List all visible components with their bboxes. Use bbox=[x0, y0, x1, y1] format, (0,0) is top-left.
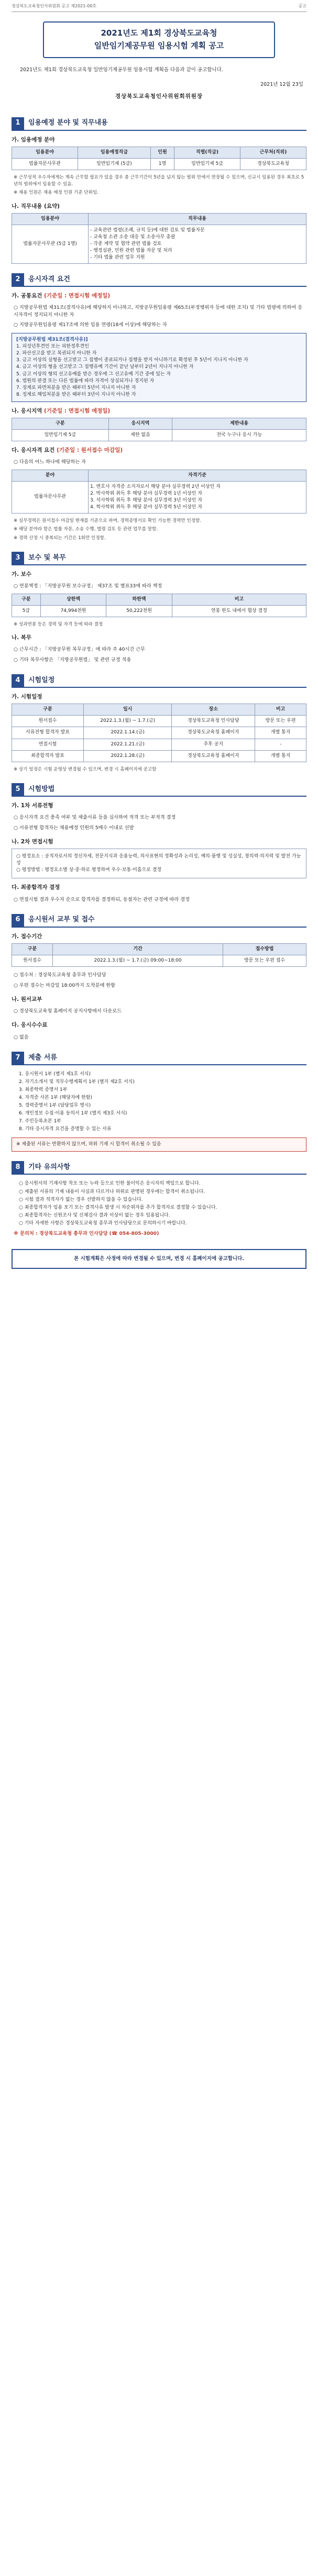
table-cell: 50,222천원 bbox=[106, 605, 172, 617]
footer-box: 본 시험계획은 사정에 따라 변경될 수 있으며, 변경 시 홈페이지에 공고합니다. bbox=[12, 1249, 306, 1269]
list-item: 5. 경력증명서 1부 (담당업무 명시) bbox=[19, 1103, 91, 1109]
table-row bbox=[12, 750, 306, 762]
box-line: 7. 징계로 파면처분을 받은 때부터 5년이 지나지 아니한 자 bbox=[16, 385, 136, 391]
s4-note: ※ 상기 일정은 시험 운영상 변경될 수 있으며, 변경 시 홈페이지에 공고함 bbox=[14, 766, 157, 772]
title-line-2: 일반임기제공무원 임용시험 계획 공고 bbox=[94, 41, 224, 51]
table-cell: 면접시험 bbox=[12, 739, 84, 750]
title-line-1: 2021년도 제1회 경상북도교육청 bbox=[101, 28, 217, 38]
table-header: 임용예정직급 bbox=[78, 147, 151, 159]
s7-warning-box: ※ 제출된 서류는 반환하지 않으며, 허위 기재 시 합격이 취소될 수 있음 bbox=[12, 1138, 306, 1152]
s3-duty-text-2: ○ 기타 복무사항은 「지방공무원법」 및 관련 규정 적용 bbox=[14, 656, 131, 663]
section-title: 임용예정 분야 및 직무내용 bbox=[28, 119, 108, 127]
table-cell bbox=[89, 481, 306, 513]
table-header: 분야 bbox=[12, 470, 89, 481]
sub-tag: (기준일 : 면접시험 예정일) bbox=[44, 293, 111, 299]
table-row bbox=[12, 159, 306, 170]
table-header: 근무처(직위) bbox=[240, 147, 306, 159]
s5-sub-c: 다. 최종합격자 결정 bbox=[12, 884, 60, 891]
table-cell: 전국 누구나 응시 가능 bbox=[172, 429, 306, 441]
s2-common-2: ○ 지방공무원임용령 제17조에 의한 임용 연령(18세 이상)에 해당하는 자 bbox=[14, 321, 167, 328]
table-cell: 법률자문사무관 bbox=[12, 159, 78, 170]
notice-date: 2021년 12월 23일 bbox=[260, 81, 303, 87]
section-title: 시험방법 bbox=[28, 785, 55, 793]
s3-sub-a: 가. 보수 bbox=[12, 571, 32, 578]
s2-req-note: ※ 해당 분야라 함은 법률 자문, 소송 수행, 법령 검토 등 관련 업무를 말함. bbox=[14, 527, 158, 532]
table-cell: 일반임기제 5급 bbox=[174, 159, 240, 170]
s3-pay-note: ※ 성과연봉 등은 경력 및 자격 등에 따라 결정 bbox=[14, 621, 103, 627]
table-header: 직렬(직급) bbox=[174, 147, 240, 159]
interview-item: ○ 평정방법 : 평정요소별 상·중·하로 평정하여 우수·보통·미흡으로 결정 bbox=[16, 867, 162, 873]
header-left: 경상북도교육청인사위원회 공고 제2021-00호 bbox=[12, 4, 97, 8]
s1-note-1: ※ 근무성적 우수자에게는 계속 근무할 필요가 있을 경우 총 근무기간이 5년을 넘지 않는 범위 안에서 연장될 수 있으며, 신규시 임용된 경우 최초로 5년의 범위에서 임용할 수 있음. bbox=[14, 175, 304, 187]
table-cell: 5급 bbox=[12, 605, 41, 617]
table-cell: 개별 통지 bbox=[255, 750, 306, 762]
table-cell: 경상북도교육청 인사담당 bbox=[172, 716, 255, 727]
section-title: 응시원서 교부 및 접수 bbox=[28, 916, 95, 924]
table-header: 장소 bbox=[172, 704, 255, 716]
section-1-header bbox=[12, 117, 306, 131]
s2-region-table bbox=[12, 418, 306, 441]
interview-item: ○ 평정요소 : 공직자로서의 정신자세, 전문지식과 응용능력, 의사표현의 정확성과 논리성, 예의·품행 및 성실성, 창의력·의지력 및 발전 가능성 bbox=[16, 854, 301, 866]
table-cell: 원서접수 bbox=[12, 955, 53, 967]
table-cell: 일반임기제 (5급) bbox=[78, 159, 151, 170]
s7-doc-list bbox=[12, 1069, 306, 1134]
table-header: 일시 bbox=[83, 704, 171, 716]
sub-tag: (기준일 : 원서접수 마감일) bbox=[56, 447, 123, 453]
disqualification-box bbox=[12, 333, 306, 402]
s2-req-table bbox=[12, 470, 306, 514]
section-number: 7 bbox=[12, 1052, 24, 1064]
duty-item: - 각종 계약 및 협약 관련 법률 검토 bbox=[90, 241, 162, 247]
table-cell: 2022.1.14.(금) bbox=[83, 727, 171, 739]
table-cell: 2022.1.28.(금) bbox=[83, 750, 171, 762]
table-cell: 방문 또는 우편 bbox=[255, 716, 306, 727]
list-item: 8. 기타 응시자격 요건을 증명할 수 있는 서류 bbox=[19, 1127, 112, 1132]
table-cell: 원서접수 bbox=[12, 716, 84, 727]
table-cell: 개별 통지 bbox=[255, 727, 306, 739]
section-6-header bbox=[12, 914, 306, 928]
req-item: 4. 학사학위 취득 후 해당 분야 실무경력 5년 이상인 자 bbox=[90, 504, 203, 510]
s2-req-note: ※ 실무경력은 원서접수 마감일 현재를 기준으로 하며, 경력증명서로 확인 가능한 경력만 인정함. bbox=[14, 518, 202, 523]
section-3-header bbox=[12, 552, 306, 565]
table-header: 상한액 bbox=[40, 594, 106, 605]
table-header: 구분 bbox=[12, 944, 53, 955]
section-number: 3 bbox=[12, 552, 24, 564]
list-item: 3. 최종학력 증명서 1부 bbox=[19, 1087, 68, 1093]
s2-req-intro: ○ 다음의 어느 하나에 해당하는 자 bbox=[14, 459, 86, 465]
table-cell: 2022.1.21.(금) bbox=[83, 739, 171, 750]
list-item: 4. 자격증 사본 1부 (해당자에 한함) bbox=[19, 1095, 92, 1101]
table-cell: 경상북도교육청 홈페이지 bbox=[172, 750, 255, 762]
duty-item: - 기타 법률 관련 업무 지원 bbox=[90, 254, 145, 260]
box-title: [지방공무원법 제31조(결격사유)] bbox=[16, 337, 88, 343]
table-cell: 법률자문사무관 (5급 1명) bbox=[12, 225, 89, 263]
list-item: ○ 시험 결과 적격자가 없는 경우 선발하지 않을 수 있습니다. bbox=[19, 1197, 143, 1202]
table-header: 구분 bbox=[12, 704, 84, 716]
section-8-header bbox=[12, 1161, 306, 1175]
section-number: 2 bbox=[12, 273, 24, 286]
box-line: 4. 금고 이상의 형을 선고받고 그 집행유예 기간이 끝난 날부터 2년이 지나지 아니한 자 bbox=[16, 364, 194, 370]
s2-req-note: ※ 경력 산정 시 중복되는 기간은 1회만 인정함. bbox=[14, 535, 106, 541]
table-row bbox=[12, 225, 306, 263]
table-cell: - bbox=[255, 739, 306, 750]
table-cell: 경상북도교육청 홈페이지 bbox=[172, 727, 255, 739]
section-7-header bbox=[12, 1052, 306, 1065]
s5-sub-b: 나. 2차 면접시험 bbox=[12, 838, 53, 845]
table-cell bbox=[89, 225, 306, 263]
table-header: 직무내용 bbox=[89, 213, 306, 225]
s5-text-2: ○ 서류전형 합격자는 채용예정 인원의 5배수 이내로 선발 bbox=[14, 824, 134, 831]
table-header: 인원 bbox=[150, 147, 174, 159]
duty-item: - 행정심판, 민원 관련 법률 자문 및 처리 bbox=[90, 248, 172, 253]
box-line: 8. 징계로 해임처분을 받은 때부터 3년이 지나지 아니한 자 bbox=[16, 392, 136, 397]
list-item: 2. 자기소개서 및 직무수행계획서 1부 (별지 제2호 서식) bbox=[19, 1079, 135, 1085]
notice-org: 경상북도교육청인사위원회위원장 bbox=[115, 93, 203, 99]
s4-sub-a: 가. 시험일정 bbox=[12, 694, 42, 700]
section-title: 기타 유의사항 bbox=[28, 1163, 70, 1172]
table-header: 비고 bbox=[172, 594, 306, 605]
section-number: 8 bbox=[12, 1161, 24, 1174]
table-header: 비고 bbox=[255, 704, 306, 716]
list-item: ○ 최종합격자가 임용 포기 또는 결격사유 발생 시 차순위자를 추가 합격자로 결정할 수 있습니다. bbox=[19, 1205, 217, 1210]
sub-title: 가. 공통요건 bbox=[12, 293, 42, 299]
s1-sub-a: 가. 임용예정 분야 bbox=[12, 136, 55, 143]
table-header: 임용분야 bbox=[12, 213, 89, 225]
duty-item: - 교육관련 법령(조례, 규칙 등)에 대한 검토 및 법률자문 bbox=[90, 227, 205, 233]
s6-note: ○ 접수처 : 경상북도교육청 총무과 인사담당 bbox=[14, 972, 106, 978]
table-row bbox=[12, 605, 306, 617]
table-cell: 서류전형 합격자 발표 bbox=[12, 727, 84, 739]
section-number: 4 bbox=[12, 674, 24, 687]
box-line: 5. 금고 이상의 형의 선고유예를 받은 경우에 그 선고유예 기간 중에 있는 자 bbox=[16, 371, 171, 377]
duty-item: - 교육청 소관 소송 대응 및 소송사무 총괄 bbox=[90, 234, 176, 240]
table-row bbox=[12, 739, 306, 750]
table-cell: 최종합격자 발표 bbox=[12, 750, 84, 762]
s2-sub-a bbox=[12, 292, 306, 300]
s3-sub-b: 나. 복무 bbox=[12, 634, 32, 641]
s6-note: ○ 우편 접수는 마감일 18:00까지 도착분에 한함 bbox=[14, 982, 116, 988]
table-cell: 1명 bbox=[150, 159, 174, 170]
s1-sub-b: 나. 직무내용 (요약) bbox=[12, 203, 60, 209]
s5-sub-a: 가. 1차 서류전형 bbox=[12, 802, 53, 809]
s3-pay-text: ○ 연봉책정 : 「지방공무원 보수규정」 제37조 및 별표33에 따라 책정 bbox=[14, 583, 162, 589]
table-row bbox=[12, 429, 306, 441]
table-header: 구분 bbox=[12, 594, 41, 605]
table-header: 접수방법 bbox=[223, 944, 306, 955]
section-title: 제출 서류 bbox=[28, 1053, 57, 1062]
table-row bbox=[12, 481, 306, 513]
interview-box bbox=[12, 849, 306, 878]
s8-notice-list bbox=[12, 1179, 306, 1228]
section-2-header bbox=[12, 273, 306, 287]
table-header: 제한내용 bbox=[172, 418, 306, 429]
s6-sub-c: 다. 응시수수료 bbox=[12, 1022, 48, 1029]
s3-pay-table bbox=[12, 594, 306, 617]
table-cell: 연봉 한도 내에서 협상 결정 bbox=[172, 605, 306, 617]
section-4-header bbox=[12, 674, 306, 688]
contact-line: ※ 문의처 : 경상북도교육청 총무과 인사담당 (☎ 054-805-3000) bbox=[14, 1230, 159, 1236]
intro-text: 2021년도 제1회 경상북도교육청 일반임기제공무원 임용시험 계획을 다음과 같이 공고합니다. bbox=[20, 67, 223, 73]
list-item: 6. 개인정보 수집·이용 동의서 1부 (별지 제3호 서식) bbox=[19, 1111, 127, 1117]
section-number: 1 bbox=[12, 117, 24, 130]
table-header: 기간 bbox=[53, 944, 223, 955]
section-5-header bbox=[12, 783, 306, 797]
list-item: ○ 제출된 서류의 기재 내용이 사실과 다르거나 허위로 판명된 경우에는 합격이 취소됩니다. bbox=[19, 1189, 205, 1195]
s2-sub-b bbox=[12, 407, 306, 415]
s1-note-2: ※ 채용 인원은 채용 예정 인원 기준 단위임. bbox=[14, 190, 98, 196]
table-row bbox=[12, 955, 306, 967]
s6-fee-text: ○ 없음 bbox=[14, 1034, 29, 1040]
s6-sub-b: 나. 원서교부 bbox=[12, 996, 42, 1002]
sub-tag: (기준일 : 면접시험 예정일) bbox=[44, 407, 111, 414]
table-header: 자격기준 bbox=[89, 470, 306, 481]
box-line: 2. 파산선고를 받고 복권되지 아니한 자 bbox=[16, 351, 97, 356]
list-item: ○ 응시원서의 기재사항 착오 또는 누락 등으로 인한 불이익은 응시자의 책임으로 합니다. bbox=[19, 1181, 201, 1187]
req-item: 1. 변호사 자격증 소지자로서 해당 분야 실무경력 2년 이상인 자 bbox=[90, 484, 221, 489]
box-line: 3. 금고 이상의 실형을 선고받고 그 집행이 종료되거나 집행을 받지 아니하기로 확정된 후 5년이 지나지 아니한 자 bbox=[16, 358, 248, 363]
section-title: 시험일정 bbox=[28, 676, 55, 684]
table-header: 임용분야 bbox=[12, 147, 78, 159]
header-right: 공고 bbox=[298, 4, 306, 8]
s5-final-text: ○ 면접시험 결과 우수자 순으로 합격자를 결정하되, 동점자는 관련 규정에 따라 결정 bbox=[14, 896, 190, 902]
table-cell: 방문 또는 우편 접수 bbox=[223, 955, 306, 967]
list-item: ○ 최종합격자는 신원조사 및 신체검사 결과 이상이 없는 경우 임용됩니다. bbox=[19, 1212, 170, 1218]
list-item: 7. 주민등록초본 1부 bbox=[19, 1119, 61, 1124]
table-row bbox=[12, 727, 306, 739]
req-item: 2. 박사학위 취득 후 해당 분야 실무경력 1년 이상인 자 bbox=[90, 490, 203, 496]
s6-sub-a: 가. 접수기간 bbox=[12, 933, 42, 940]
table-row bbox=[12, 716, 306, 727]
table-cell: 경상북도교육청 bbox=[240, 159, 306, 170]
req-item: 3. 석사학위 취득 후 해당 분야 실무경력 3년 이상인 자 bbox=[90, 497, 203, 503]
table-cell: 74,994천원 bbox=[40, 605, 106, 617]
table-header: 응시지역 bbox=[108, 418, 172, 429]
section-title: 응시자격 요건 bbox=[28, 275, 70, 283]
table-cell: 2022.1.3.(월) ~ 1.7.(금) 09:00~18:00 bbox=[53, 955, 223, 967]
s5-text: ○ 응시자격 요건 충족 여부 및 제출서류 등을 심사하여 적격 또는 부적격 결정 bbox=[14, 815, 176, 821]
notice-page bbox=[0, 0, 318, 1285]
box-line: 1. 피성년후견인 또는 피한정후견인 bbox=[16, 344, 89, 350]
sub-title: 나. 응시지역 bbox=[12, 407, 42, 414]
s3-duty-text: ○ 근무시간 : 「지방공무원 복무규정」에 따라 주 40시간 근무 bbox=[14, 646, 145, 653]
section-number: 5 bbox=[12, 783, 24, 796]
s2-common-1: ○ 지방공무원법 제31조(결격사유)에 해당하지 아니하고, 지방공무원임용령 제65조(부정행위자 등에 대한 조치) 및 기타 법령에 의하여 응시자격이 정지되지 아니한 자 bbox=[14, 305, 303, 318]
table-header: 구분 bbox=[12, 418, 109, 429]
title-box bbox=[43, 21, 275, 59]
table-cell: 일반임기제 5급 bbox=[12, 429, 109, 441]
section-number: 6 bbox=[12, 914, 24, 927]
list-item: ○ 기타 자세한 사항은 경상북도교육청 총무과 인사담당으로 문의하시기 바랍니다. bbox=[19, 1220, 187, 1226]
section-title: 보수 및 복무 bbox=[28, 553, 66, 562]
s6-form-text: ○ 경상북도교육청 홈페이지 공지사항에서 다운로드 bbox=[14, 1008, 122, 1014]
box-line: 6. 법원의 판결 또는 다른 법률에 따라 자격이 상실되거나 정지된 자 bbox=[16, 378, 155, 384]
s2-sub-c bbox=[12, 447, 306, 454]
table-cell: 제한 없음 bbox=[108, 429, 172, 441]
s1-position-table bbox=[12, 147, 306, 170]
table-cell: 법률자문사무관 bbox=[12, 481, 89, 513]
table-header: 하한액 bbox=[106, 594, 172, 605]
header-line bbox=[12, 0, 306, 12]
table-cell: 2022.1.3.(월) ~ 1.7.(금) bbox=[83, 716, 171, 727]
s1-duty-table bbox=[12, 213, 306, 264]
sub-title: 다. 응시자격 요건 bbox=[12, 447, 55, 453]
table-cell: 추후 공지 bbox=[172, 739, 255, 750]
s4-schedule-table bbox=[12, 704, 306, 762]
s6-period-table bbox=[12, 943, 306, 967]
list-item: 1. 응시원서 1부 (별지 제1호 서식) bbox=[19, 1072, 91, 1077]
